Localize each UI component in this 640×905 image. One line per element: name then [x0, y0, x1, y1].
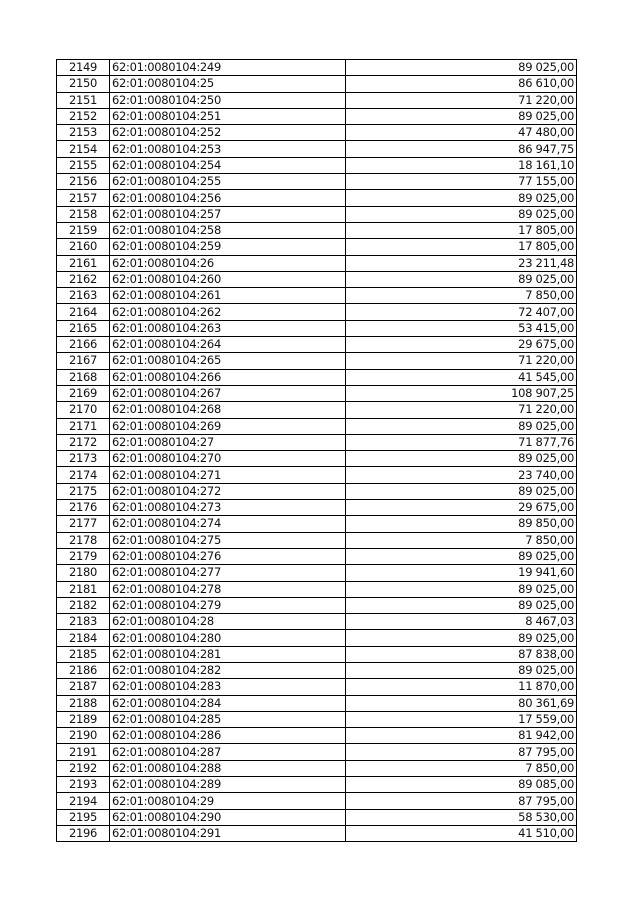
cadastral-value-cell: 87 838,00 — [346, 646, 577, 662]
cadastral-number-cell: 62:01:0080104:26 — [110, 255, 346, 271]
cadastral-value-cell: 71 877,76 — [346, 434, 577, 450]
row-number-cell: 2167 — [57, 353, 110, 369]
cadastral-number-cell: 62:01:0080104:258 — [110, 222, 346, 238]
row-number-cell: 2184 — [57, 630, 110, 646]
table-row — [57, 516, 577, 532]
cadastral-value-cell: 58 530,00 — [346, 809, 577, 825]
cadastral-value-cell: 29 675,00 — [346, 337, 577, 353]
row-number-cell: 2189 — [57, 711, 110, 727]
cadastral-value-table — [56, 59, 577, 842]
cadastral-number-cell: 62:01:0080104:285 — [110, 711, 346, 727]
row-number-cell: 2186 — [57, 662, 110, 678]
row-number-cell: 2163 — [57, 288, 110, 304]
row-number-cell: 2172 — [57, 434, 110, 450]
cadastral-number-cell: 62:01:0080104:262 — [110, 304, 346, 320]
row-number-cell: 2162 — [57, 271, 110, 287]
cadastral-value-cell: 72 407,00 — [346, 304, 577, 320]
table-row — [57, 304, 577, 320]
row-number-cell: 2159 — [57, 222, 110, 238]
row-number-cell: 2176 — [57, 500, 110, 516]
row-number-cell: 2164 — [57, 304, 110, 320]
row-number-cell: 2174 — [57, 467, 110, 483]
table-row — [57, 483, 577, 499]
table-row — [57, 760, 577, 776]
cadastral-number-cell: 62:01:0080104:277 — [110, 565, 346, 581]
cadastral-number-cell: 62:01:0080104:28 — [110, 614, 346, 630]
cadastral-number-cell: 62:01:0080104:267 — [110, 385, 346, 401]
table-row — [57, 320, 577, 336]
cadastral-value-cell: 89 025,00 — [346, 190, 577, 206]
table-row — [57, 353, 577, 369]
cadastral-value-cell: 89 025,00 — [346, 418, 577, 434]
row-number-cell: 2169 — [57, 385, 110, 401]
table-row — [57, 206, 577, 222]
table-row — [57, 451, 577, 467]
table-row — [57, 597, 577, 613]
cadastral-value-cell: 71 220,00 — [346, 353, 577, 369]
row-number-cell: 2160 — [57, 239, 110, 255]
row-number-cell: 2175 — [57, 483, 110, 499]
cadastral-value-cell: 89 025,00 — [346, 451, 577, 467]
cadastral-number-cell: 62:01:0080104:273 — [110, 500, 346, 516]
table-row — [57, 60, 577, 76]
row-number-cell: 2185 — [57, 646, 110, 662]
cadastral-number-cell: 62:01:0080104:261 — [110, 288, 346, 304]
table-row — [57, 679, 577, 695]
cadastral-number-cell: 62:01:0080104:255 — [110, 174, 346, 190]
row-number-cell: 2170 — [57, 402, 110, 418]
row-number-cell: 2187 — [57, 679, 110, 695]
cadastral-value-cell: 8 467,03 — [346, 614, 577, 630]
cadastral-number-cell: 62:01:0080104:266 — [110, 369, 346, 385]
table-row — [57, 630, 577, 646]
table-row — [57, 467, 577, 483]
row-number-cell: 2180 — [57, 565, 110, 581]
row-number-cell: 2171 — [57, 418, 110, 434]
cadastral-number-cell: 62:01:0080104:279 — [110, 597, 346, 613]
cadastral-value-cell: 80 361,69 — [346, 695, 577, 711]
table-row — [57, 825, 577, 841]
cadastral-number-cell: 62:01:0080104:276 — [110, 548, 346, 564]
cadastral-value-cell: 89 025,00 — [346, 60, 577, 76]
row-number-cell: 2166 — [57, 337, 110, 353]
table-row — [57, 565, 577, 581]
cadastral-number-cell: 62:01:0080104:263 — [110, 320, 346, 336]
table-body — [57, 60, 577, 842]
cadastral-number-cell: 62:01:0080104:249 — [110, 60, 346, 76]
cadastral-value-cell: 7 850,00 — [346, 760, 577, 776]
cadastral-value-cell: 23 740,00 — [346, 467, 577, 483]
cadastral-number-cell: 62:01:0080104:260 — [110, 271, 346, 287]
cadastral-number-cell: 62:01:0080104:278 — [110, 581, 346, 597]
cadastral-value-cell: 18 161,10 — [346, 157, 577, 173]
table-row — [57, 581, 577, 597]
cadastral-number-cell: 62:01:0080104:250 — [110, 92, 346, 108]
cadastral-value-cell: 23 211,48 — [346, 255, 577, 271]
cadastral-value-cell: 89 085,00 — [346, 777, 577, 793]
cadastral-value-cell: 87 795,00 — [346, 793, 577, 809]
cadastral-value-cell: 89 025,00 — [346, 271, 577, 287]
row-number-cell: 2195 — [57, 809, 110, 825]
table-row — [57, 239, 577, 255]
cadastral-value-cell: 89 025,00 — [346, 206, 577, 222]
row-number-cell: 2158 — [57, 206, 110, 222]
table-row — [57, 662, 577, 678]
row-number-cell: 2153 — [57, 125, 110, 141]
cadastral-value-cell: 41 545,00 — [346, 369, 577, 385]
row-number-cell: 2191 — [57, 744, 110, 760]
row-number-cell: 2154 — [57, 141, 110, 157]
table-row — [57, 695, 577, 711]
table-row — [57, 434, 577, 450]
cadastral-value-cell: 11 870,00 — [346, 679, 577, 695]
cadastral-number-cell: 62:01:0080104:283 — [110, 679, 346, 695]
cadastral-value-cell: 89 025,00 — [346, 630, 577, 646]
row-number-cell: 2157 — [57, 190, 110, 206]
cadastral-number-cell: 62:01:0080104:284 — [110, 695, 346, 711]
cadastral-value-cell: 108 907,25 — [346, 385, 577, 401]
cadastral-number-cell: 62:01:0080104:288 — [110, 760, 346, 776]
row-number-cell: 2156 — [57, 174, 110, 190]
cadastral-number-cell: 62:01:0080104:270 — [110, 451, 346, 467]
cadastral-number-cell: 62:01:0080104:281 — [110, 646, 346, 662]
cadastral-value-cell: 86 610,00 — [346, 76, 577, 92]
table-row — [57, 369, 577, 385]
table-row — [57, 385, 577, 401]
table-row — [57, 793, 577, 809]
table-row — [57, 271, 577, 287]
row-number-cell: 2181 — [57, 581, 110, 597]
table-row — [57, 777, 577, 793]
row-number-cell: 2151 — [57, 92, 110, 108]
row-number-cell: 2179 — [57, 548, 110, 564]
row-number-cell: 2196 — [57, 825, 110, 841]
cadastral-value-cell: 89 025,00 — [346, 483, 577, 499]
row-number-cell: 2192 — [57, 760, 110, 776]
table-row — [57, 402, 577, 418]
table-row — [57, 646, 577, 662]
table-row — [57, 92, 577, 108]
table-row — [57, 614, 577, 630]
cadastral-number-cell: 62:01:0080104:268 — [110, 402, 346, 418]
cadastral-value-cell: 47 480,00 — [346, 125, 577, 141]
cadastral-number-cell: 62:01:0080104:291 — [110, 825, 346, 841]
row-number-cell: 2165 — [57, 320, 110, 336]
cadastral-value-cell: 17 559,00 — [346, 711, 577, 727]
row-number-cell: 2149 — [57, 60, 110, 76]
row-number-cell: 2193 — [57, 777, 110, 793]
row-number-cell: 2152 — [57, 108, 110, 124]
table-row — [57, 418, 577, 434]
cadastral-number-cell: 62:01:0080104:275 — [110, 532, 346, 548]
cadastral-number-cell: 62:01:0080104:259 — [110, 239, 346, 255]
row-number-cell: 2173 — [57, 451, 110, 467]
cadastral-number-cell: 62:01:0080104:25 — [110, 76, 346, 92]
row-number-cell: 2161 — [57, 255, 110, 271]
table-row — [57, 744, 577, 760]
row-number-cell: 2178 — [57, 532, 110, 548]
cadastral-value-cell: 29 675,00 — [346, 500, 577, 516]
cadastral-number-cell: 62:01:0080104:274 — [110, 516, 346, 532]
cadastral-number-cell: 62:01:0080104:254 — [110, 157, 346, 173]
cadastral-number-cell: 62:01:0080104:257 — [110, 206, 346, 222]
table-row — [57, 337, 577, 353]
row-number-cell: 2177 — [57, 516, 110, 532]
cadastral-number-cell: 62:01:0080104:282 — [110, 662, 346, 678]
table-row — [57, 222, 577, 238]
cadastral-value-cell: 71 220,00 — [346, 92, 577, 108]
cadastral-number-cell: 62:01:0080104:269 — [110, 418, 346, 434]
table-row — [57, 141, 577, 157]
row-number-cell: 2150 — [57, 76, 110, 92]
table-row — [57, 809, 577, 825]
row-number-cell: 2183 — [57, 614, 110, 630]
cadastral-number-cell: 62:01:0080104:264 — [110, 337, 346, 353]
cadastral-number-cell: 62:01:0080104:256 — [110, 190, 346, 206]
table-row — [57, 500, 577, 516]
row-number-cell: 2168 — [57, 369, 110, 385]
cadastral-value-cell: 77 155,00 — [346, 174, 577, 190]
cadastral-value-cell: 41 510,00 — [346, 825, 577, 841]
cadastral-number-cell: 62:01:0080104:265 — [110, 353, 346, 369]
row-number-cell: 2194 — [57, 793, 110, 809]
cadastral-value-cell: 7 850,00 — [346, 288, 577, 304]
cadastral-value-cell: 89 850,00 — [346, 516, 577, 532]
cadastral-value-cell: 19 941,60 — [346, 565, 577, 581]
cadastral-number-cell: 62:01:0080104:271 — [110, 467, 346, 483]
table-row — [57, 174, 577, 190]
table-row — [57, 532, 577, 548]
row-number-cell: 2182 — [57, 597, 110, 613]
cadastral-value-cell: 17 805,00 — [346, 222, 577, 238]
cadastral-number-cell: 62:01:0080104:29 — [110, 793, 346, 809]
cadastral-value-cell: 89 025,00 — [346, 548, 577, 564]
cadastral-value-cell: 89 025,00 — [346, 581, 577, 597]
row-number-cell: 2155 — [57, 157, 110, 173]
cadastral-number-cell: 62:01:0080104:27 — [110, 434, 346, 450]
table-row — [57, 157, 577, 173]
cadastral-value-cell: 86 947,75 — [346, 141, 577, 157]
table-row — [57, 76, 577, 92]
table-row — [57, 255, 577, 271]
cadastral-number-cell: 62:01:0080104:286 — [110, 728, 346, 744]
cadastral-value-cell: 71 220,00 — [346, 402, 577, 418]
cadastral-value-cell: 17 805,00 — [346, 239, 577, 255]
cadastral-number-cell: 62:01:0080104:272 — [110, 483, 346, 499]
row-number-cell: 2190 — [57, 728, 110, 744]
cadastral-value-cell: 81 942,00 — [346, 728, 577, 744]
table-row — [57, 711, 577, 727]
cadastral-value-cell: 89 025,00 — [346, 662, 577, 678]
cadastral-number-cell: 62:01:0080104:252 — [110, 125, 346, 141]
cadastral-number-cell: 62:01:0080104:289 — [110, 777, 346, 793]
cadastral-value-cell: 89 025,00 — [346, 597, 577, 613]
cadastral-value-cell: 89 025,00 — [346, 108, 577, 124]
table-row — [57, 190, 577, 206]
cadastral-number-cell: 62:01:0080104:251 — [110, 108, 346, 124]
table-row — [57, 108, 577, 124]
table-row — [57, 548, 577, 564]
cadastral-value-cell: 87 795,00 — [346, 744, 577, 760]
cadastral-number-cell: 62:01:0080104:253 — [110, 141, 346, 157]
cadastral-value-cell: 7 850,00 — [346, 532, 577, 548]
cadastral-number-cell: 62:01:0080104:280 — [110, 630, 346, 646]
cadastral-number-cell: 62:01:0080104:287 — [110, 744, 346, 760]
table-row — [57, 288, 577, 304]
cadastral-value-cell: 53 415,00 — [346, 320, 577, 336]
cadastral-number-cell: 62:01:0080104:290 — [110, 809, 346, 825]
table-row — [57, 728, 577, 744]
document-page — [56, 59, 576, 842]
table-row — [57, 125, 577, 141]
row-number-cell: 2188 — [57, 695, 110, 711]
